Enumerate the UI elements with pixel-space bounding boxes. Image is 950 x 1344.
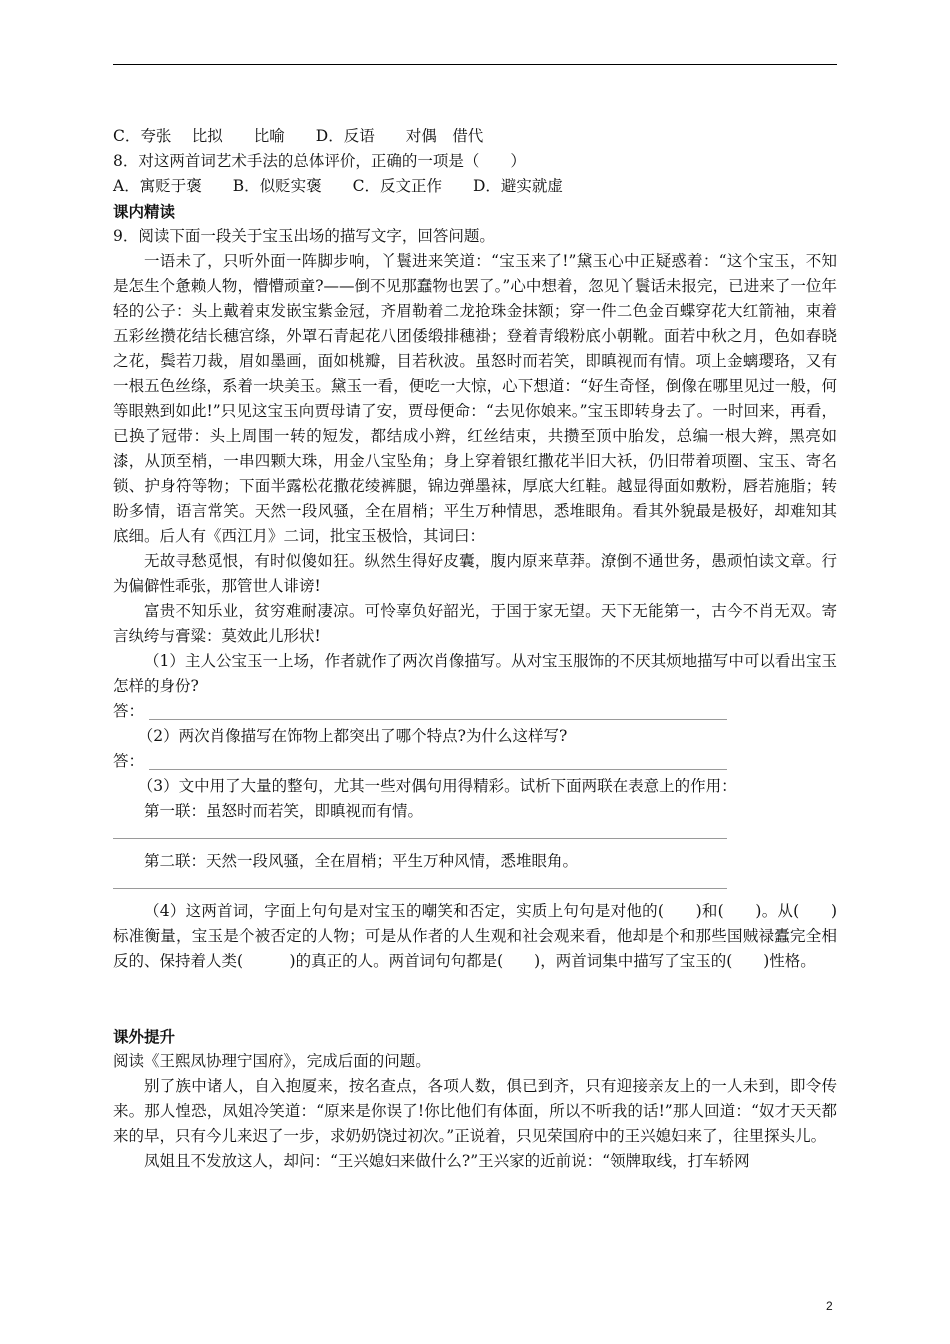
q9-couplet-1: 第一联：虽怒时而若笑，即瞋视而有情。 (144, 802, 424, 820)
answer-line[interactable] (149, 719, 727, 720)
reading2-stem: 阅读《王熙凤协理宁国府》，完成后面的问题。 (113, 1052, 431, 1070)
reading2-paragraph-2: 凤姐且不发放这人，却问：“王兴媳妇来做什么?”王兴家的近前说：“领牌取线，打车轿网 (144, 1152, 750, 1170)
answer-label: 答： (113, 702, 145, 720)
section-title-in-class-reading: 课内精读 (113, 202, 176, 221)
q8-options: A．寓贬于褒 B．似贬实褒 C．反文正作 D．避实就虚 (113, 177, 563, 195)
q9-couplet-2: 第二联：天然一段风骚，全在眉梢；平生万种风情，悉堆眼角。 (144, 852, 579, 870)
q9-sub2: （2）两次肖像描写在饰物上都突出了哪个特点?为什么这样写? (137, 727, 568, 745)
answer-row-4 (113, 874, 837, 899)
answer-label: 答： (113, 752, 145, 770)
q9-sub3: （3）文中用了大量的整句，尤其一些对偶句用得精彩。试析下面两联在表意上的作用： (137, 777, 737, 795)
q9-stem: 9．阅读下面一段关于宝玉出场的描写文字，回答问题。 (113, 227, 495, 245)
page-number: 2 (826, 1299, 833, 1313)
page-content (113, 124, 837, 1174)
section-title-extended: 课外提升 (113, 1027, 176, 1046)
q9-poem-1: 无故寻愁觅恨，有时似傻如狂。纵然生得好皮囊，腹内原来草莽。潦倒不通世务，愚顽怕读文章。行为偏僻性乖张，那管世人诽谤! (113, 552, 837, 595)
answer-row-2 (113, 749, 837, 774)
q9-passage-paragraph: 一语未了，只听外面一阵脚步响，丫鬟进来笑道：“宝玉来了!”黛玉心中正疑惑着：“这个宝玉，不知是怎生个惫赖人物，懵懵顽童?——倒不见那蠢物也罢了。”心中想着，忽见丫鬟话未报完，已进来了一位年轻的公子：头上戴着束发嵌宝紫金冠，齐眉勒着二龙抢珠金抹额；穿一件二色金百蝶穿花大红箭袖，束着五彩丝攒花结长穗宫绦，外罩石青起花八团倭缎排穗褂；登着青缎粉底小朝靴。面若中秋之月，色如春晓之花，鬓若刀裁，眉如墨画，面如桃瓣，目若秋波。虽怒时而若笑，即瞋视而有情。项上金螭璎珞，又有一根五色丝绦，系着一块美玉。黛玉一看，便吃一大惊，心下想道：“好生奇怪，倒像在哪里见过一般，何等眼熟到如此!”只见这宝玉向贾母请了安，贾母便命：“去见你娘来。”宝玉即转身去了。一时回来，再看，已换了冠带：头上周围一转的短发，都结成小辫，红丝结束，共攒至顶中胎发，总编一根大辫，黑亮如漆，从顶至梢，一串四颗大珠，用金八宝坠角；身上穿着银红撒花半旧大袄，仍旧带着项圈、宝玉、寄名锁、护身符等物；下面半露松花撒花绫裤腿，锦边弹墨袜，厚底大红鞋。越显得面如敷粉，唇若施脂；转盼多情，语言常笑。天然一段风骚，全在眉梢；平生万种情思，悉堆眼角。看其外貌最是极好，却难知其底细。后人有《西江月》二词，批宝玉极恰，其词曰： (113, 252, 837, 545)
section-gap (113, 974, 837, 1024)
answer-line[interactable] (149, 769, 727, 770)
q8-stem: 8．对这两首词艺术手法的总体评价，正确的一项是（ ） (113, 152, 526, 170)
q9-sub1: （1）主人公宝玉一上场，作者就作了两次肖像描写。从对宝玉服饰的不厌其烦地描写中可以看出宝玉怎样的身份? (113, 652, 837, 695)
answer-row-1 (113, 699, 837, 724)
answer-line[interactable] (113, 888, 727, 889)
q9-sub4: （4）这两首词，字面上句句是对宝玉的嘲笑和否定，实质上句句是对他的( )和( )。从( )标准衡量，宝玉是个被否定的人物；可是从作者的人生观和社会观来看，他却是个和那些国贼禄蠹完全相反的、保持着人类( )的真正的人。两首词句句都是( )，两首词集中描写了宝玉的( )性格。 (113, 902, 837, 970)
q9-poem-2: 富贵不知乐业，贫穷难耐凄凉。可怜辜负好韶光，于国于家无望。天下无能第一，古今不肖无双。寄言纨绔与膏粱：莫效此儿形状! (113, 602, 837, 645)
answer-row-3 (113, 824, 837, 849)
header-rule (113, 64, 837, 65)
answer-line[interactable] (113, 838, 727, 839)
q7-option-c: C．夸张 比拟 比喻 D．反语 对偶 借代 (113, 127, 484, 145)
reading2-paragraph-1: 别了族中诸人，自入抱厦来，按名查点，各项人数，俱已到齐，只有迎接亲友上的一人未到，即令传来。那人惶恐，凤姐冷笑道：“原来是你误了!你比他们有体面，所以不听我的话!”那人回道：“奴才天天都来的早，只有今儿来迟了一步，求奶奶饶过初次。”正说着，只见荣国府中的王兴媳妇来了，往里探头儿。 (113, 1077, 837, 1145)
